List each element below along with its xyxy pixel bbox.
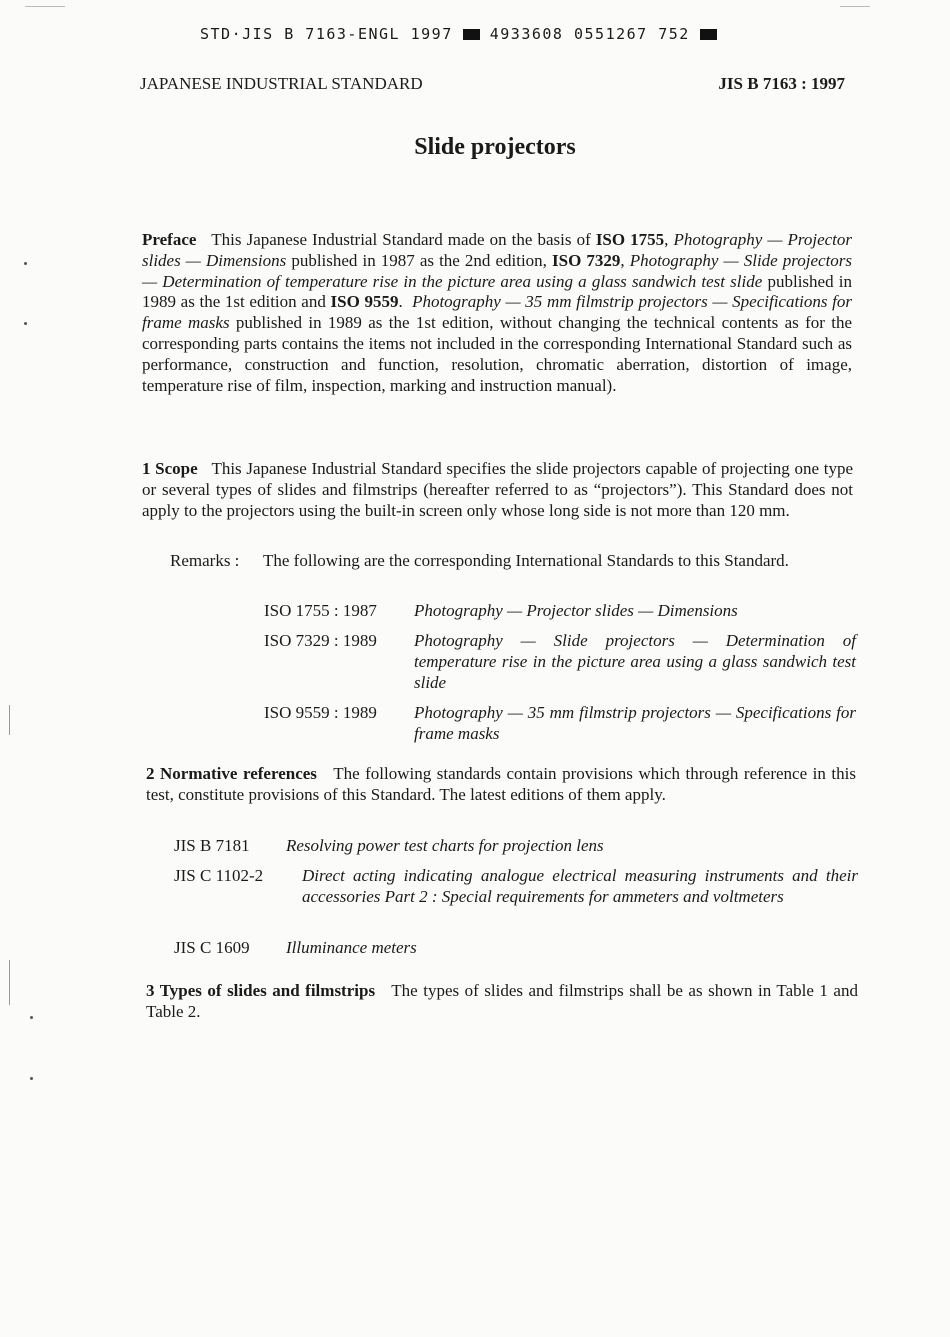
preface-paragraph: Preface This Japanese Industrial Standard made on the basis of ISO 1755, Photography — Projector slides — Dimensions published in 1987 as the 2nd edition, ISO 7329, Photography — Slide projectors — Determination of temperature rise in the picture area using a glass sandwich test slide published in 1989 as the 1st edition and ISO 9559. Photography — 35 mm filmstrip projectors — Specifications for frame masks published in 1989 as the 1st edition, without changing the technical contents as for the corresponding parts contains the items not included in the corresponding International Standard such as performance, construction and function, resolution, chromatic aberration, distortion of image, temperature rise of film, inspection, marking and instruction manual). (142, 230, 853, 395)
document-code-left: STD·JIS B 7163-ENGL 1997 (200, 25, 453, 43)
jis-reference-title: Illuminance meters (286, 938, 417, 957)
iso-reference-code: ISO 7329 : 1989 (264, 631, 377, 650)
jis-reference-code: JIS B 7181 (174, 836, 250, 855)
scope-paragraph (142, 459, 853, 521)
iso-reference-title: Photography — 35 mm filmstrip projectors — Specifications for frame masks (414, 703, 856, 743)
scope-text: This Japanese Industrial Standard specifies the slide projectors capable of projecting one type or several types of slides and filmstrips (hereafter referred to as “projectors”). This Standard does not apply to the projectors using the built-in screen only whose long side is not more than 120 mm. (142, 459, 853, 520)
types-paragraph (146, 981, 858, 1023)
preface-iso-3: ISO 9559 (330, 292, 399, 312)
remarks-label: Remarks : (170, 551, 240, 570)
preface-text-1: This Japanese Industrial Standard made on the basis of (211, 230, 591, 249)
scan-speck (24, 322, 27, 325)
scan-edge-line (840, 6, 870, 7)
preface-iso-2: ISO 7329 (552, 250, 621, 270)
preface-text-4: published in 1989 as the 1st edition, without changing the technical contents as for the corresponding parts contains the items not included in the corresponding International Standard such as performance, construction and function, resolution, chromatic aberration, distortion of image, temperature rise of film, inspection, marking and instruction manual). (142, 313, 852, 395)
normative-references-paragraph (146, 764, 856, 806)
page-title: Slide projectors (414, 134, 576, 160)
document-code-line (200, 22, 780, 46)
preface-heading: Preface (142, 230, 197, 249)
jis-reference-code: JIS C 1609 (174, 938, 250, 957)
document-code-right: 4933608 0551267 752 (489, 25, 690, 43)
preface-text-3: published in 1989 as the 1st edition and (142, 271, 852, 312)
preface-iso-1-title: Photography — Projector slides — Dimensions (142, 230, 853, 270)
header-standard-number: JIS B 7163 : 1997 (718, 74, 845, 93)
preface-text-2: published in 1987 as the 2nd edition, (291, 250, 547, 270)
iso-reference-title: Photography — Slide projectors — Determination of temperature rise in the picture area using a glass sandwich test slide (414, 631, 856, 692)
preface-iso-2-title: Photography — Slide projectors — Determination of temperature rise in the picture area using a glass sandwich test slide (142, 250, 853, 291)
scan-speck (30, 1016, 33, 1019)
preface-iso-1: ISO 1755 (595, 230, 665, 249)
barcode-block (463, 29, 480, 40)
normative-references-heading: 2 Normative references (146, 764, 317, 783)
scan-edge-line (25, 6, 65, 7)
jis-reference-code: JIS C 1102-2 (174, 866, 264, 885)
scan-margin-mark (9, 960, 10, 1005)
barcode-block (700, 29, 717, 40)
types-text: The types of slides and filmstrips shall be as shown in Table 1 and Table 2. (146, 981, 858, 1021)
iso-reference-title: Photography — Projector slides — Dimensions (414, 601, 738, 620)
iso-reference-code: ISO 9559 : 1989 (264, 703, 377, 722)
types-heading: 3 Types of slides and filmstrips (146, 981, 376, 1000)
iso-reference-code: ISO 1755 : 1987 (264, 601, 377, 620)
scan-margin-mark (9, 705, 10, 735)
remarks-text: The following are the corresponding International Standards to this Standard. (263, 551, 789, 570)
scope-heading: 1 Scope (142, 459, 198, 478)
header-standard-label: JAPANESE INDUSTRIAL STANDARD (140, 74, 423, 93)
scan-speck (30, 1077, 33, 1080)
jis-reference-title: Resolving power test charts for projection lens (286, 836, 604, 855)
jis-reference-title: Direct acting indicating analogue electrical measuring instruments and their accessories Part 2 : Special requirements for ammeters and voltmeters (302, 866, 858, 906)
normative-references-text: The following standards contain provisions which through reference in this test, constitute provisions of this Standard. The latest editions of them apply. (146, 764, 856, 804)
preface-iso-3-title: Photography — 35 mm filmstrip projectors — Specifications for frame masks (142, 292, 853, 333)
scan-speck (24, 262, 27, 265)
